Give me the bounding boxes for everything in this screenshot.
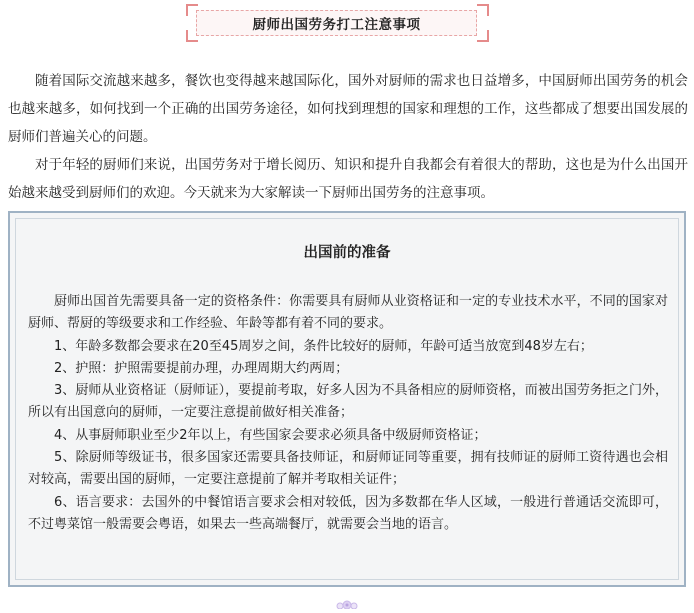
page-title: 厨师出国劳务打工注意事项 bbox=[252, 17, 421, 33]
intro-paragraph: 随着国际交流越来越多，餐饮也变得越来越国际化，国外对厨师的需求也日益增多，中国厨师出国劳务的机会也越来越多，如何找到一个正确的出国劳务途径，如何找到理想的国家和理想的工作，这些都成了想要出国发展的厨师们普遍关心的问题。 bbox=[8, 73, 688, 145]
section-item-age: 1、年龄多数都会要求在20至45周岁之间，条件比较好的厨师，年龄可适当放宽到48岁左右； bbox=[54, 338, 593, 354]
section-item-language: 6、语言要求：去国外的中餐馆语言要求会相对较低，因为多数都在华人区域，一般进行普通话交流即可，不过粤菜馆一般需要会粤语，如果去一些高端餐厅，就需要会当地的语言。 bbox=[28, 494, 668, 532]
section-item-technician: 5、除厨师等级证书，很多国家还需要具备技师证，和厨师证同等重要，拥有技师证的厨师工资待遇也会相对较高，需要出国的厨师，一定要注意提前了解并考取相关证件； bbox=[28, 450, 668, 488]
title-corner-top-right bbox=[477, 4, 489, 16]
flower-ornament-icon bbox=[332, 594, 362, 605]
section-item-passport: 2、护照：护照需要提前办理，办理周期大约两周； bbox=[54, 360, 349, 376]
intro-paragraph: 对于年轻的厨师们来说，出国劳务对于增长阅历、知识和提升自我都会有着很大的帮助，这也是为什么出国开始越来越受到厨师们的欢迎。今天就来为大家解读一下厨师出国劳务的注意事项。 bbox=[8, 157, 688, 201]
section-paragraph: 厨师出国首先需要具备一定的资格条件：你需要具有厨师从业资格证和一定的专业技术水平，不同的国家对厨师、帮厨的等级要求和工作经验、年龄等都有着不同的要求。 bbox=[28, 294, 668, 332]
title-banner bbox=[186, 4, 489, 42]
section-item-experience: 4、从事厨师职业至少2年以上，有些国家会要求必须具备中级厨师资格证； bbox=[54, 427, 487, 443]
section-item-certificate: 3、厨师从业资格证（厨师证），要提前考取，好多人因为不具备相应的厨师资格，而被出国劳务拒之门外，所以有出国意向的厨师，一定要注意提前做好相关准备； bbox=[28, 383, 668, 421]
preparation-section bbox=[8, 211, 686, 587]
section-body bbox=[28, 291, 668, 536]
intro-section bbox=[8, 67, 688, 207]
section-heading: 出国前的准备 bbox=[303, 245, 391, 261]
title-corner-bottom-right bbox=[477, 30, 489, 42]
title-box bbox=[196, 10, 477, 36]
